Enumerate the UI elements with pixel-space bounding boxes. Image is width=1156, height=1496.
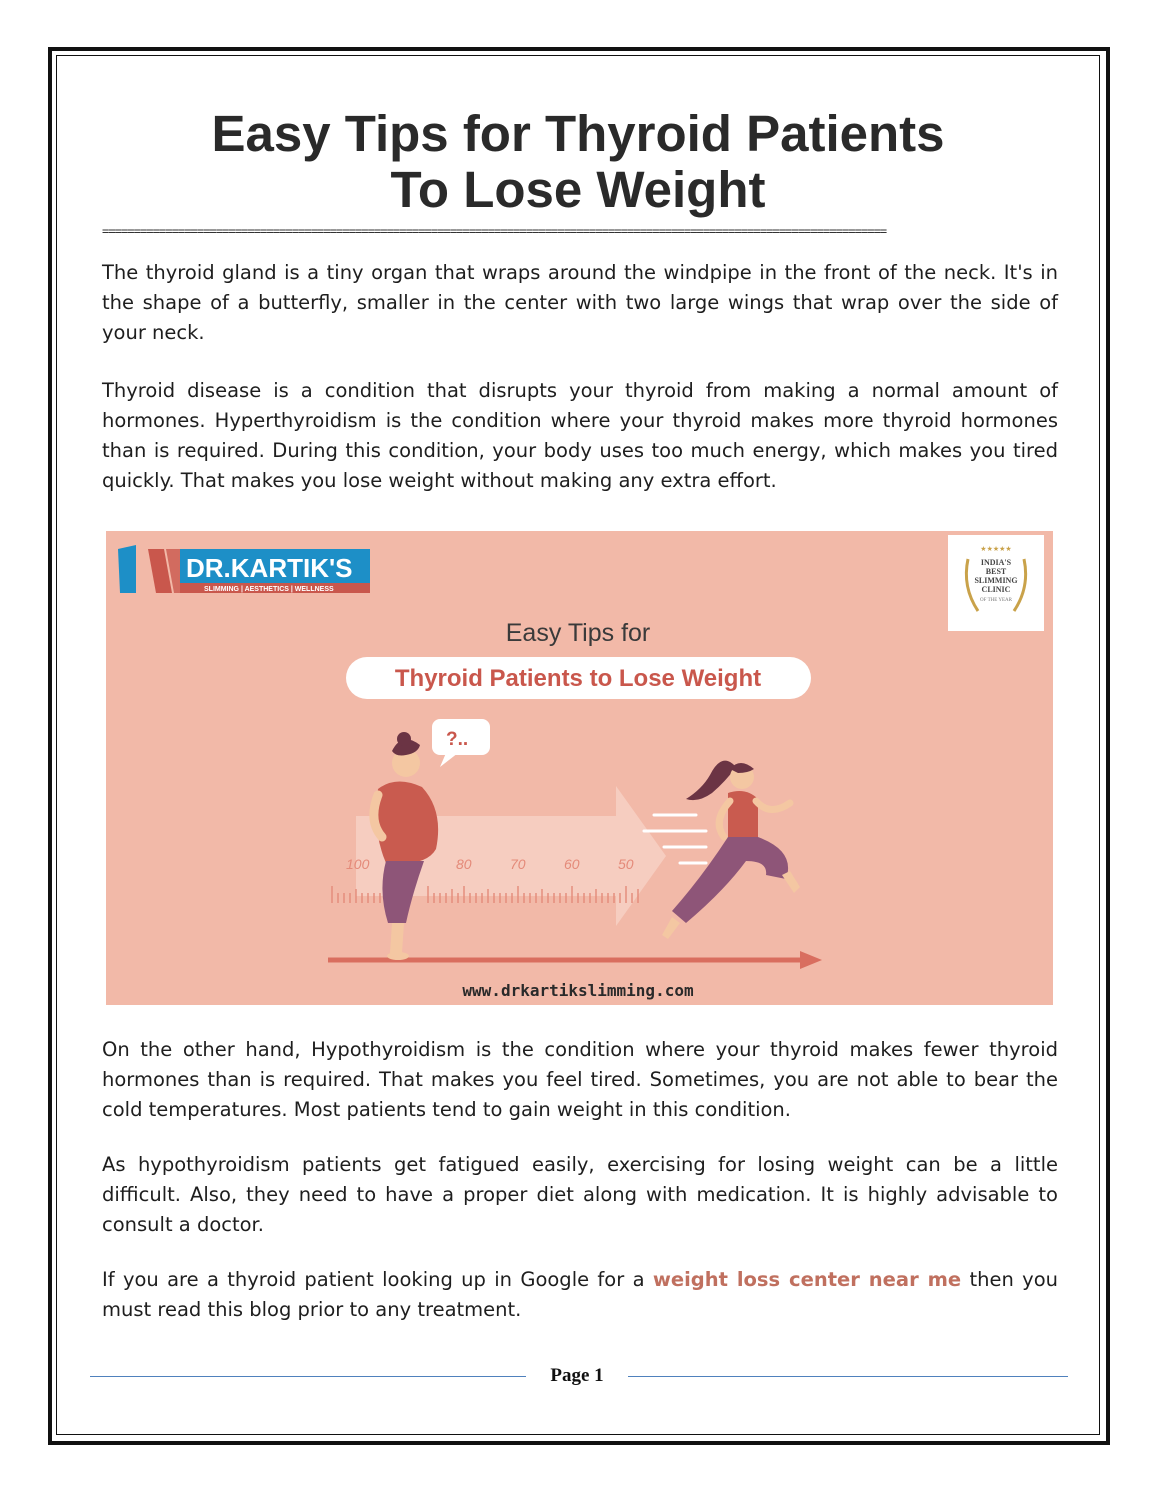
scale-number-100: 100 [346, 856, 370, 872]
page-number: Page 1 [550, 1365, 604, 1386]
footer-rule-right [628, 1376, 1068, 1377]
badge-line-2: BEST [985, 567, 1007, 576]
brand-tagline: SLIMMING | AESTHETICS | WELLNESS [204, 586, 334, 593]
scale-number-60: 60 [564, 856, 580, 872]
banner-heading: Easy Tips for [505, 619, 651, 647]
svg-text:★★★★★: ★★★★★ [980, 545, 1012, 553]
footer-rule-left [90, 1376, 526, 1377]
paragraph-hypothyroidism: On the other hand, Hypothyroidism is the condition where your thyroid makes fewer thyroid hormones than is required. That makes you feel tired. Sometimes, you are not able to bear the cold temperatures. Most patients tend to gain weight in this condition. [102, 1038, 1058, 1121]
scale-number-80: 80 [456, 856, 472, 872]
banner-pill-text: Thyroid Patients to Lose Weight [394, 665, 762, 692]
banner-image [106, 531, 1053, 1005]
paragraph-thyroid-gland: The thyroid gland is a tiny organ that wraps around the windpipe in the front of the neck. It's in the shape of a butterfly, smaller in the center with two large wings that wrap over the side of your neck. [102, 261, 1058, 344]
paragraph-thyroid-disease: Thyroid disease is a condition that disrupts your thyroid from making a normal amount of hormones. Hyperthyroidism is the condition where your thyroid makes more thyroid hormones than is required. During this condition, your body uses too much energy, which makes you tired quickly. That makes you lose weight without making any extra effort. [102, 379, 1058, 492]
paragraph-text-before-link: If you are a thyroid patient looking up in Google for a [102, 1268, 653, 1291]
title-line-2: To Lose Weight [390, 161, 766, 218]
speech-text: ?.. [446, 729, 469, 750]
badge-line-1: INDIA'S [980, 558, 1012, 567]
award-badge [948, 535, 1044, 631]
document-title [100, 106, 1056, 218]
paragraph-text-after-link: then you must read this blog prior to any treatment. [102, 1268, 1058, 1321]
banner-website: www.drkartikslimming.com [462, 981, 694, 1000]
weight-loss-center-link[interactable]: weight loss center near me [652, 1268, 962, 1291]
title-divider: ============================================================================================================================ [102, 224, 887, 238]
paragraph-weight-loss-center [102, 1265, 1058, 1325]
scale-number-70: 70 [510, 856, 526, 872]
brand-logo [118, 545, 370, 593]
brand-name: DR.KARTIK'S [186, 553, 353, 583]
badge-line-3: SLIMMING [974, 576, 1018, 585]
badge-line-4: CLINIC [981, 585, 1011, 594]
scale-number-50: 50 [618, 856, 634, 872]
paragraph-exercise-advice: As hypothyroidism patients get fatigued easily, exercising for losing weight can be a little difficult. Also, they need to have a proper diet along with medication. It is highly advisable to consult a doctor. [102, 1153, 1058, 1236]
badge-line-5: OF THE YEAR [980, 598, 1012, 603]
title-line-1: Easy Tips for Thyroid Patients [211, 105, 945, 162]
